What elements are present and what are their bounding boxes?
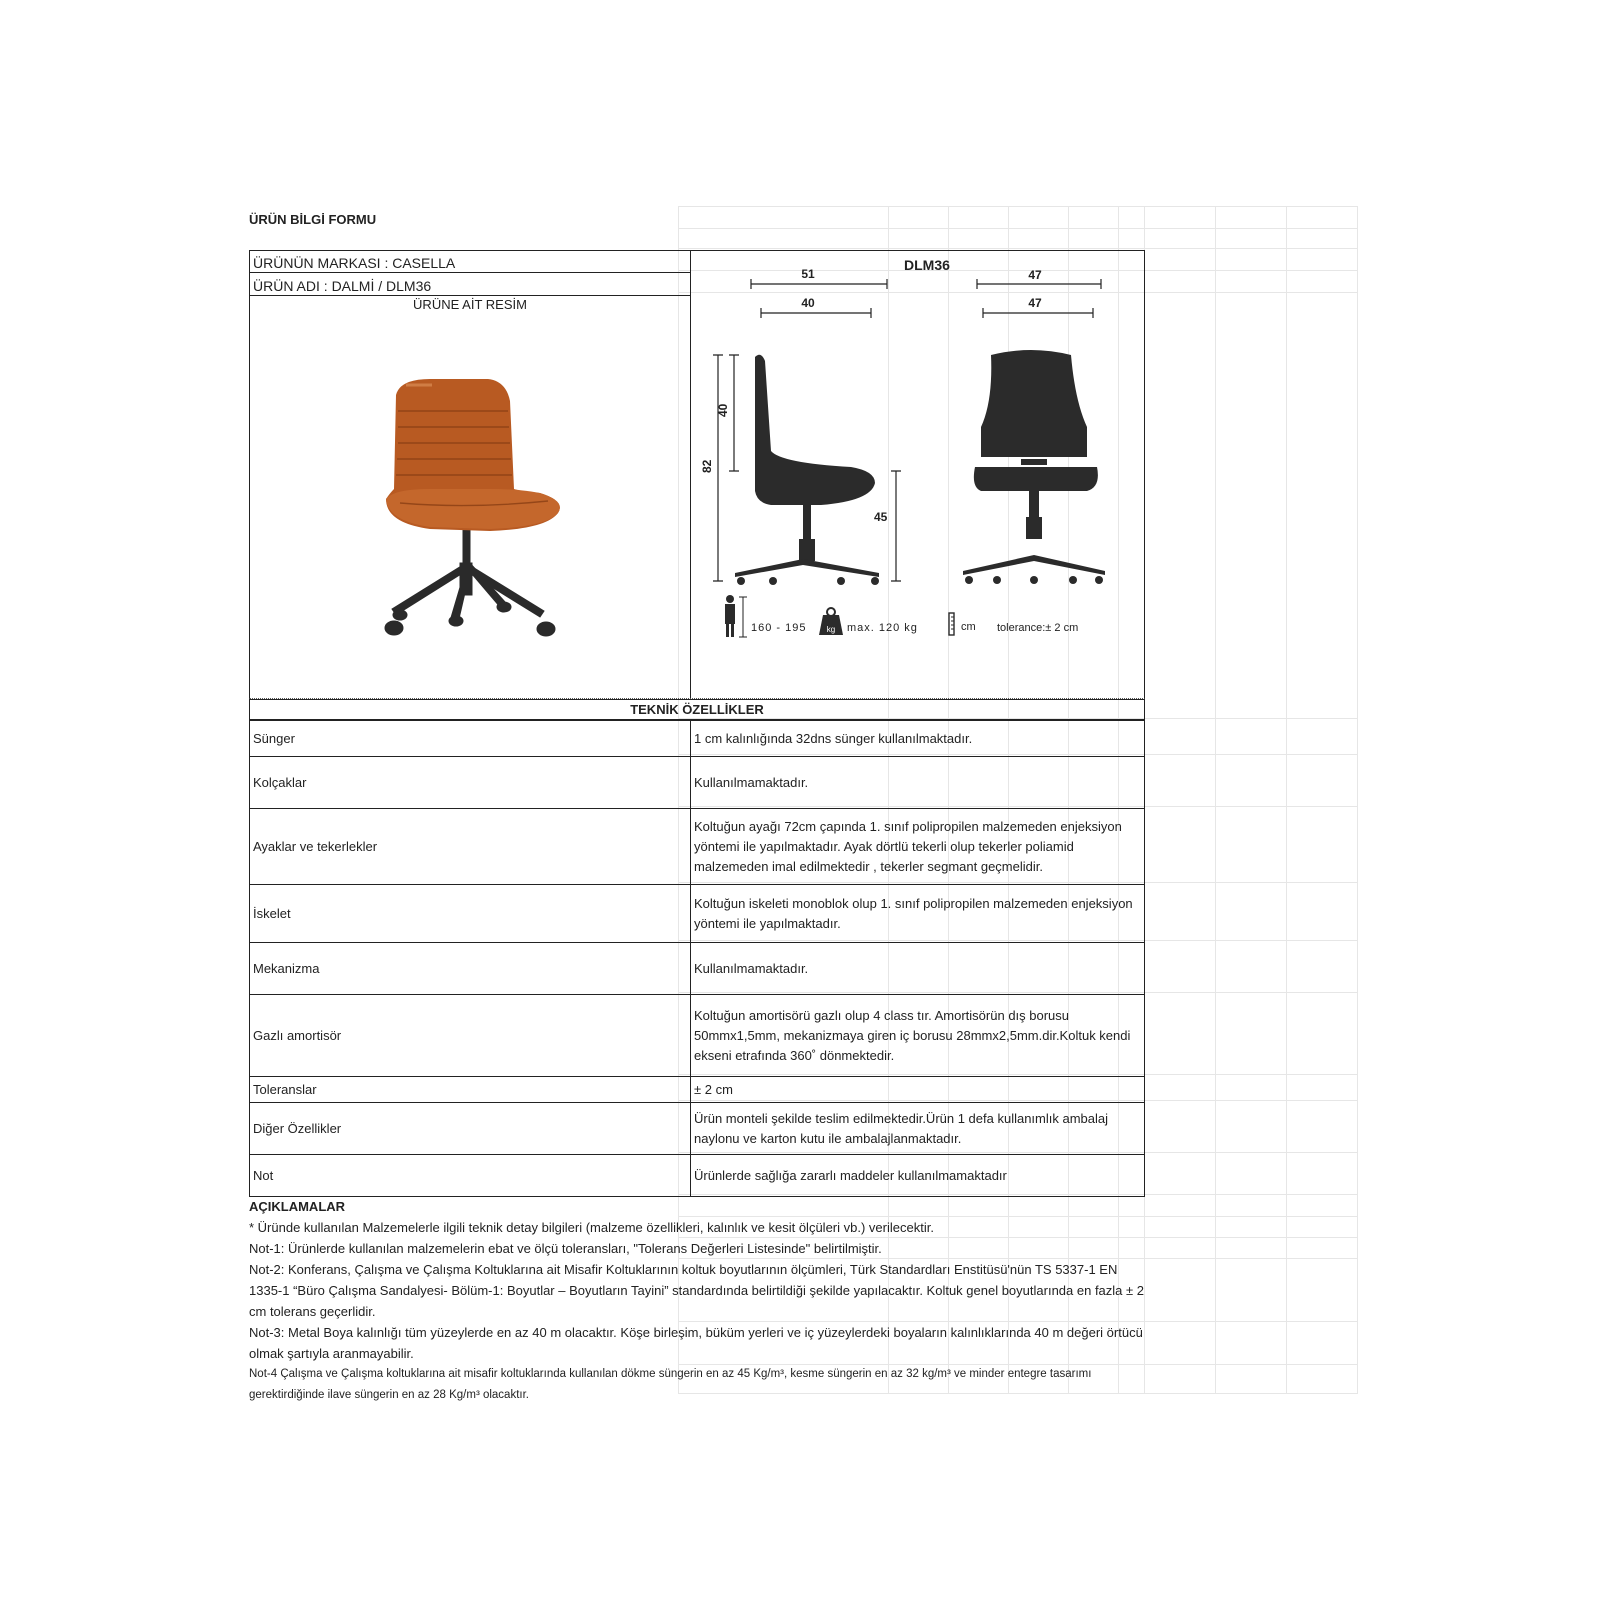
dim-width-bottom-left: 40 <box>801 296 815 310</box>
tech-specs-table <box>249 720 1145 1197</box>
spec-value: Koltuğun iskeleti monoblok olup 1. sınıf polipropilen malzemeden enjeksiyon yöntemi ile yapılmaktadır. <box>691 885 1145 943</box>
user-height-label: 160 - 195 <box>751 622 807 634</box>
unit-label: cm <box>961 621 976 633</box>
spec-value: 1 cm kalınlığında 32dns sünger kullanılmaktadır. <box>691 721 1145 757</box>
note-asterisk: * Üründe kullanılan Malzemelerle ilgili teknik detay bilgileri (malzeme özellikleri, kalınlık ve kesit ölçüleri vb.) verilecektir. <box>249 1220 934 1235</box>
chair-photo <box>370 371 570 646</box>
note-2: Not-2: Konferans, Çalışma ve Çalışma Koltuklarına ait Misafir Koltuklarının koltuk boyutlarının ölçümleri, Türk Standardları Enstitüsü'nün TS 5337-1 EN 1335-1 “Büro Çalışma Sandalyesi- Bölüm-1: Boyutlar – Boyutların Tayini” standardında belirtildiği şekilde yapılacaktır. Koltuk genel boyutlarında en fazla ± 2 cm tolerans geçerlidir. <box>249 1262 1144 1319</box>
spec-key: Ayaklar ve tekerlekler <box>250 809 691 885</box>
form-title: ÜRÜN BİLGİ FORMU <box>249 212 377 227</box>
spec-value: ± 2 cm <box>691 1077 1145 1103</box>
dim-width-bottom-right: 47 <box>1028 296 1042 310</box>
weight-icon <box>819 608 843 635</box>
note-4: Not-4 Çalışma ve Çalışma koltuklarına ait misafir koltuklarında kullanılan dökme süngerin en az 45 Kg/m³, kesme süngerin en az 32 kg/m³ ve minder entegre tasarımı gerektirdiğinde ilave süngerin en az 28 Kg/m³ olacaktır. <box>249 1368 1092 1401</box>
spec-key: Sünger <box>250 721 691 757</box>
dim-width-top-left: 51 <box>801 267 815 281</box>
dim-width-top-right: 47 <box>1028 268 1042 282</box>
dim-seat-height: 45 <box>874 510 888 524</box>
table-row <box>250 995 1145 1077</box>
table-row <box>250 1103 1145 1155</box>
spec-key: Toleranslar <box>250 1077 691 1103</box>
picture-title: ÜRÜNE AİT RESİM <box>413 297 527 312</box>
dimension-drawing <box>691 251 1143 699</box>
product-header-box <box>249 250 1145 700</box>
spec-value: Kullanılmamaktadır. <box>691 757 1145 809</box>
ruler-icon <box>949 613 954 635</box>
table-row <box>250 1155 1145 1197</box>
tech-specs-heading: TEKNİK ÖZELLİKLER <box>249 698 1145 720</box>
dim-total-height: 82 <box>700 459 714 473</box>
table-row <box>250 809 1145 885</box>
notes-section <box>249 1196 1149 1406</box>
model-label: DLM36 <box>904 257 950 273</box>
spec-value: Ürünlerde sağlığa zararlı maddeler kullanılmamaktadır <box>691 1155 1145 1197</box>
spec-value: Koltuğun amortisörü gazlı olup 4 class tır. Amortisörün dış borusu 50mmx1,5mm, mekanizmaya giren iç borusu 28mmx2,5mm.dir.Koltuk kendi ekseni etrafında 360˚ dönmektedir. <box>691 995 1145 1077</box>
table-row <box>250 943 1145 995</box>
notes-heading: AÇIKLAMALAR <box>249 1199 346 1214</box>
spec-key: Mekanizma <box>250 943 691 995</box>
svg-text:kg: kg <box>826 625 836 634</box>
spec-key: Not <box>250 1155 691 1197</box>
product-name-cell: ÜRÜN ADI : DALMİ / DLM36 <box>250 274 690 296</box>
table-row <box>250 885 1145 943</box>
note-1: Not-1: Ürünlerde kullanılan malzemelerin ebat ve ölçü toleransları, "Tolerans Değerleri Listesinde" belirtilmiştir. <box>249 1241 882 1256</box>
brand-cell: ÜRÜNÜN MARKASI : CASELLA <box>250 251 690 273</box>
spec-value: Koltuğun ayağı 72cm çapında 1. sınıf polipropilen malzemeden enjeksiyon yöntemi ile yapılmaktadır. Ayak dörtlü tekerli olup tekerler poliamid malzemeden imal edilmektedir , tekerler segmant geçmelidir. <box>691 809 1145 885</box>
spec-value: Ürün monteli şekilde teslim edilmektedir.Ürün 1 defa kullanımlık ambalaj naylonu ve karton kutu ile ambalajlanmaktadır. <box>691 1103 1145 1155</box>
table-row <box>250 757 1145 809</box>
dim-back-height: 40 <box>716 403 730 417</box>
table-row <box>250 1077 1145 1103</box>
person-icon <box>725 595 735 637</box>
spec-key: Kolçaklar <box>250 757 691 809</box>
max-weight-label: max. 120 kg <box>847 622 918 634</box>
spec-key: Gazlı amortisör <box>250 995 691 1077</box>
spec-key: İskelet <box>250 885 691 943</box>
table-row <box>250 721 1145 757</box>
tolerance-label: tolerance:± 2 cm <box>997 622 1079 634</box>
spec-key: Diğer Özellikler <box>250 1103 691 1155</box>
note-3: Not-3: Metal Boya kalınlığı tüm yüzeylerde en az 40 m olacaktır. Köşe birleşim, büküm yerleri ve iç yüzeylerdeki boyaların kalınlıklarında 40 m değeri örtücü olmak şartıyla aranmayabilir. <box>249 1325 1143 1361</box>
spec-value: Kullanılmamaktadır. <box>691 943 1145 995</box>
